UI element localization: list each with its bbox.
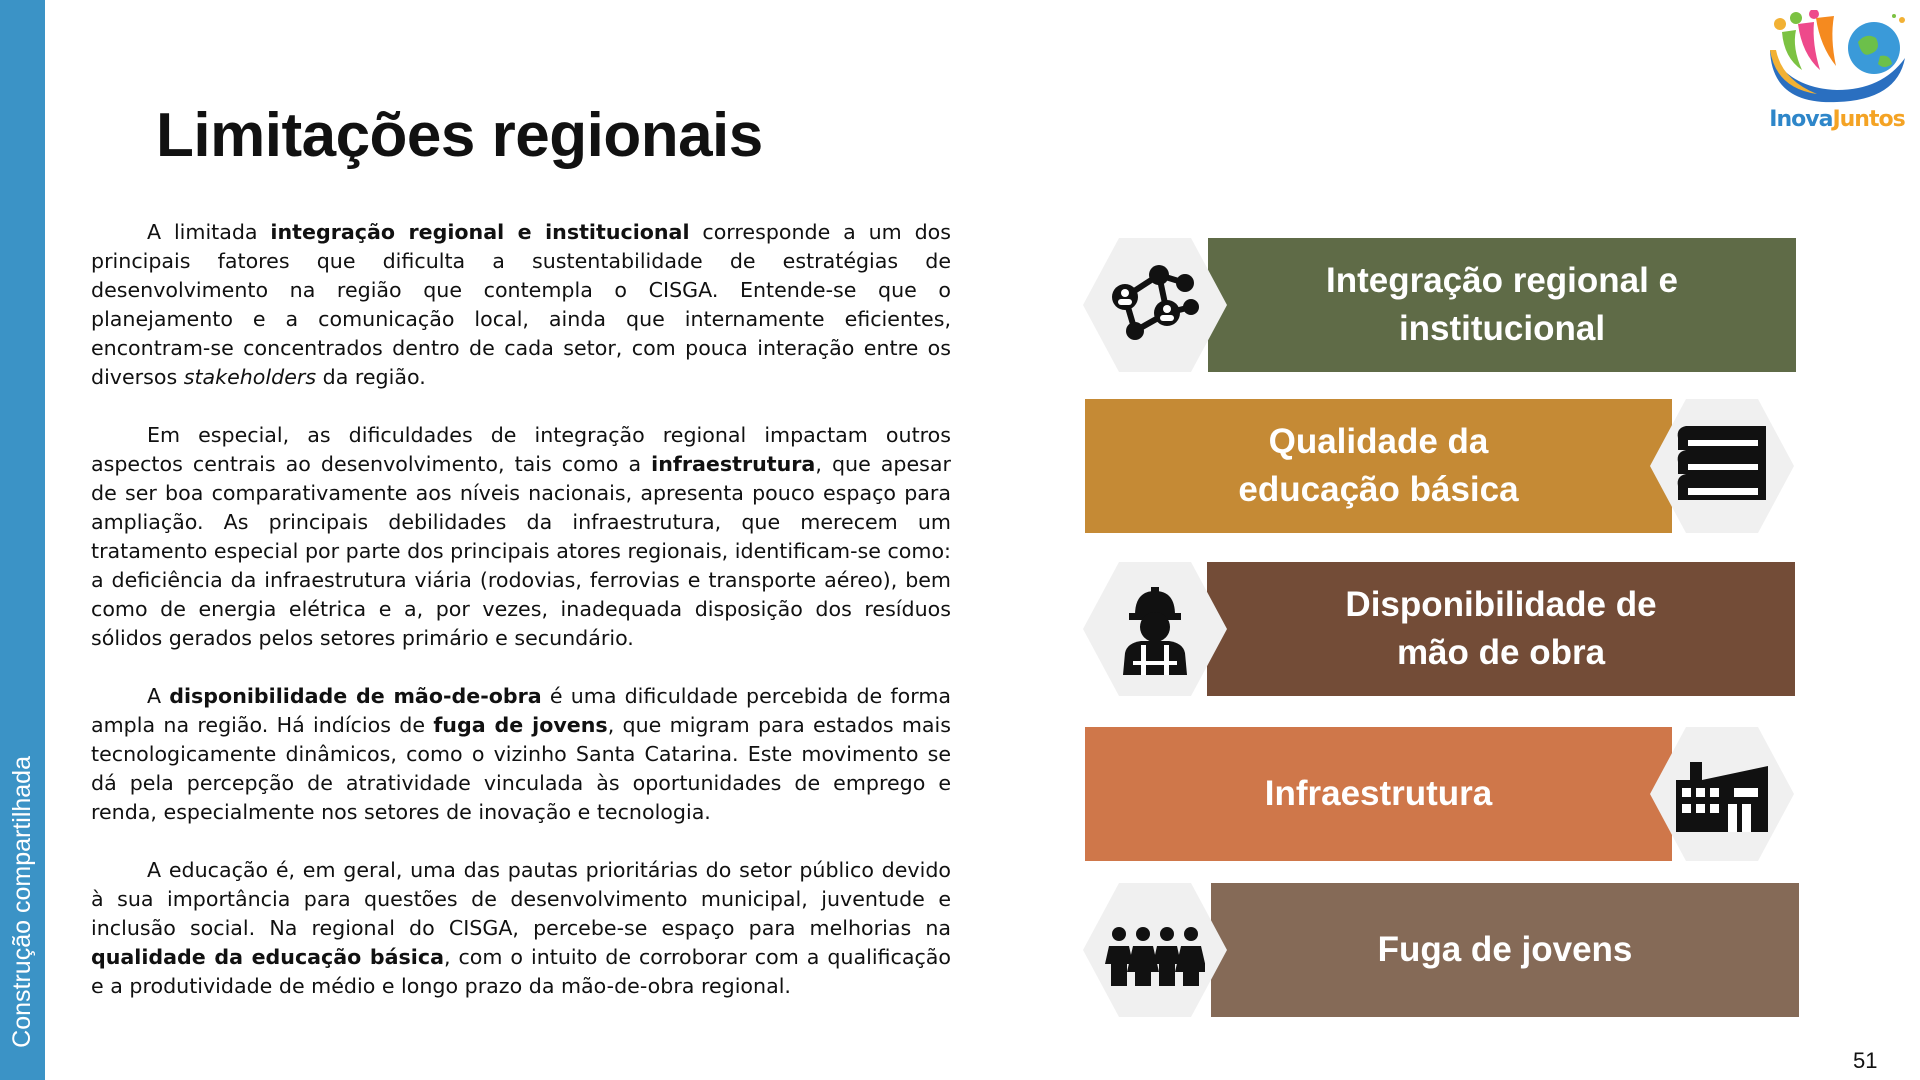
bold-run: qualidade da educação básica xyxy=(91,945,444,969)
body-text xyxy=(91,218,951,1030)
logo-graphic xyxy=(1762,10,1912,110)
text-run: A limitada xyxy=(147,220,271,244)
italic-run: stakeholders xyxy=(183,365,317,389)
limitation-label: Disponibilidade de mão de obra xyxy=(1345,585,1657,672)
worker-icon xyxy=(1083,562,1227,696)
sidebar-label: Construção compartilhada xyxy=(8,756,36,1048)
books-icon xyxy=(1650,399,1794,533)
limitation-label: Integração regional e institucional xyxy=(1325,261,1679,348)
text-run: é uma dificuldade percebida de forma ampla na região. Há indícios de xyxy=(91,684,951,737)
text-run: , que migram para estados mais tecnologicamente dinâmicos, como o vizinho Santa Catarina. Este movimento se dá pela percepção de atratividade vinculada às oportunidades de emprego e renda, especialmente nos setores de inovação e tecnologia. xyxy=(91,713,951,824)
logo-text-inova: Inova xyxy=(1769,107,1833,132)
inovajuntos-logo xyxy=(1762,10,1912,138)
page-title: Limitações regionais xyxy=(156,101,763,170)
body-paragraph xyxy=(91,682,951,827)
body-paragraph xyxy=(91,421,951,653)
bold-run: fuga de jovens xyxy=(433,713,608,737)
sidebar-label-wrap xyxy=(0,0,45,1080)
page-number: 51 xyxy=(1853,1048,1878,1073)
limitation-label: Infraestrutura xyxy=(1264,774,1493,813)
limitation-bar xyxy=(1085,399,1672,533)
text-run: Em especial, as dificuldades de integração regional impactam outros aspectos centrais ao desenvolvimento, tais como a xyxy=(91,423,951,476)
text-run: corresponde a um dos principais fatores que dificulta a sustentabilidade de estratégias de desenvolvimento na região que contempla o CISGA. Entende-se que o planejamento e a comunicação local, ainda que internamente eficientes, encontram-se concentrados dentro de cada setor, com pouca interação entre os diversos xyxy=(91,220,951,389)
bold-run: integração regional e institucional xyxy=(270,220,690,244)
logo-text-juntos: Juntos xyxy=(1832,107,1905,132)
limitation-bar xyxy=(1211,883,1799,1017)
text-run: A xyxy=(147,684,170,708)
limitation-bar xyxy=(1085,727,1672,861)
bold-run: infraestrutura xyxy=(651,452,816,476)
body-paragraph xyxy=(91,856,951,1001)
text-run: , que apesar de ser boa comparativamente aos níveis nacionais, apresenta pouco espaço para ampliação. As principais debilidades da infraestrutura, que merecem um tratamento especial por parte dos principais atores regionais, identificam-se como: a deficiência da infraestrutura viária (rodovias, ferrovias e transporte aéreo), bem como de energia elétrica e a, por vezes, inadequada disposição dos resíduos sólidos gerados pelos setores primário e secundário. xyxy=(91,452,951,650)
limitation-bar xyxy=(1208,238,1796,372)
text-run: , com o intuito de corroborar com a qualificação e a produtividade de médio e longo prazo da mão-de-obra regional. xyxy=(91,945,951,998)
text-run: da região. xyxy=(316,365,426,389)
bold-run: disponibilidade de mão-de-obra xyxy=(169,684,542,708)
text-run: A educação é, em geral, uma das pautas prioritárias do setor público devido à sua importância para questões de desenvolvimento municipal, juventude e inclusão social. Na regional do CISGA, percebe-se espaço para melhorias na xyxy=(91,858,951,940)
limitation-label: Qualidade da educação básica xyxy=(1238,422,1519,509)
limitation-label: Fuga de jovens xyxy=(1377,930,1633,969)
network-people-icon xyxy=(1083,238,1227,372)
young-people-icon xyxy=(1083,883,1227,1017)
limitation-bar xyxy=(1207,562,1795,696)
logo-wordmark xyxy=(1762,107,1912,132)
body-paragraph xyxy=(91,218,951,392)
factory-icon xyxy=(1650,727,1794,861)
